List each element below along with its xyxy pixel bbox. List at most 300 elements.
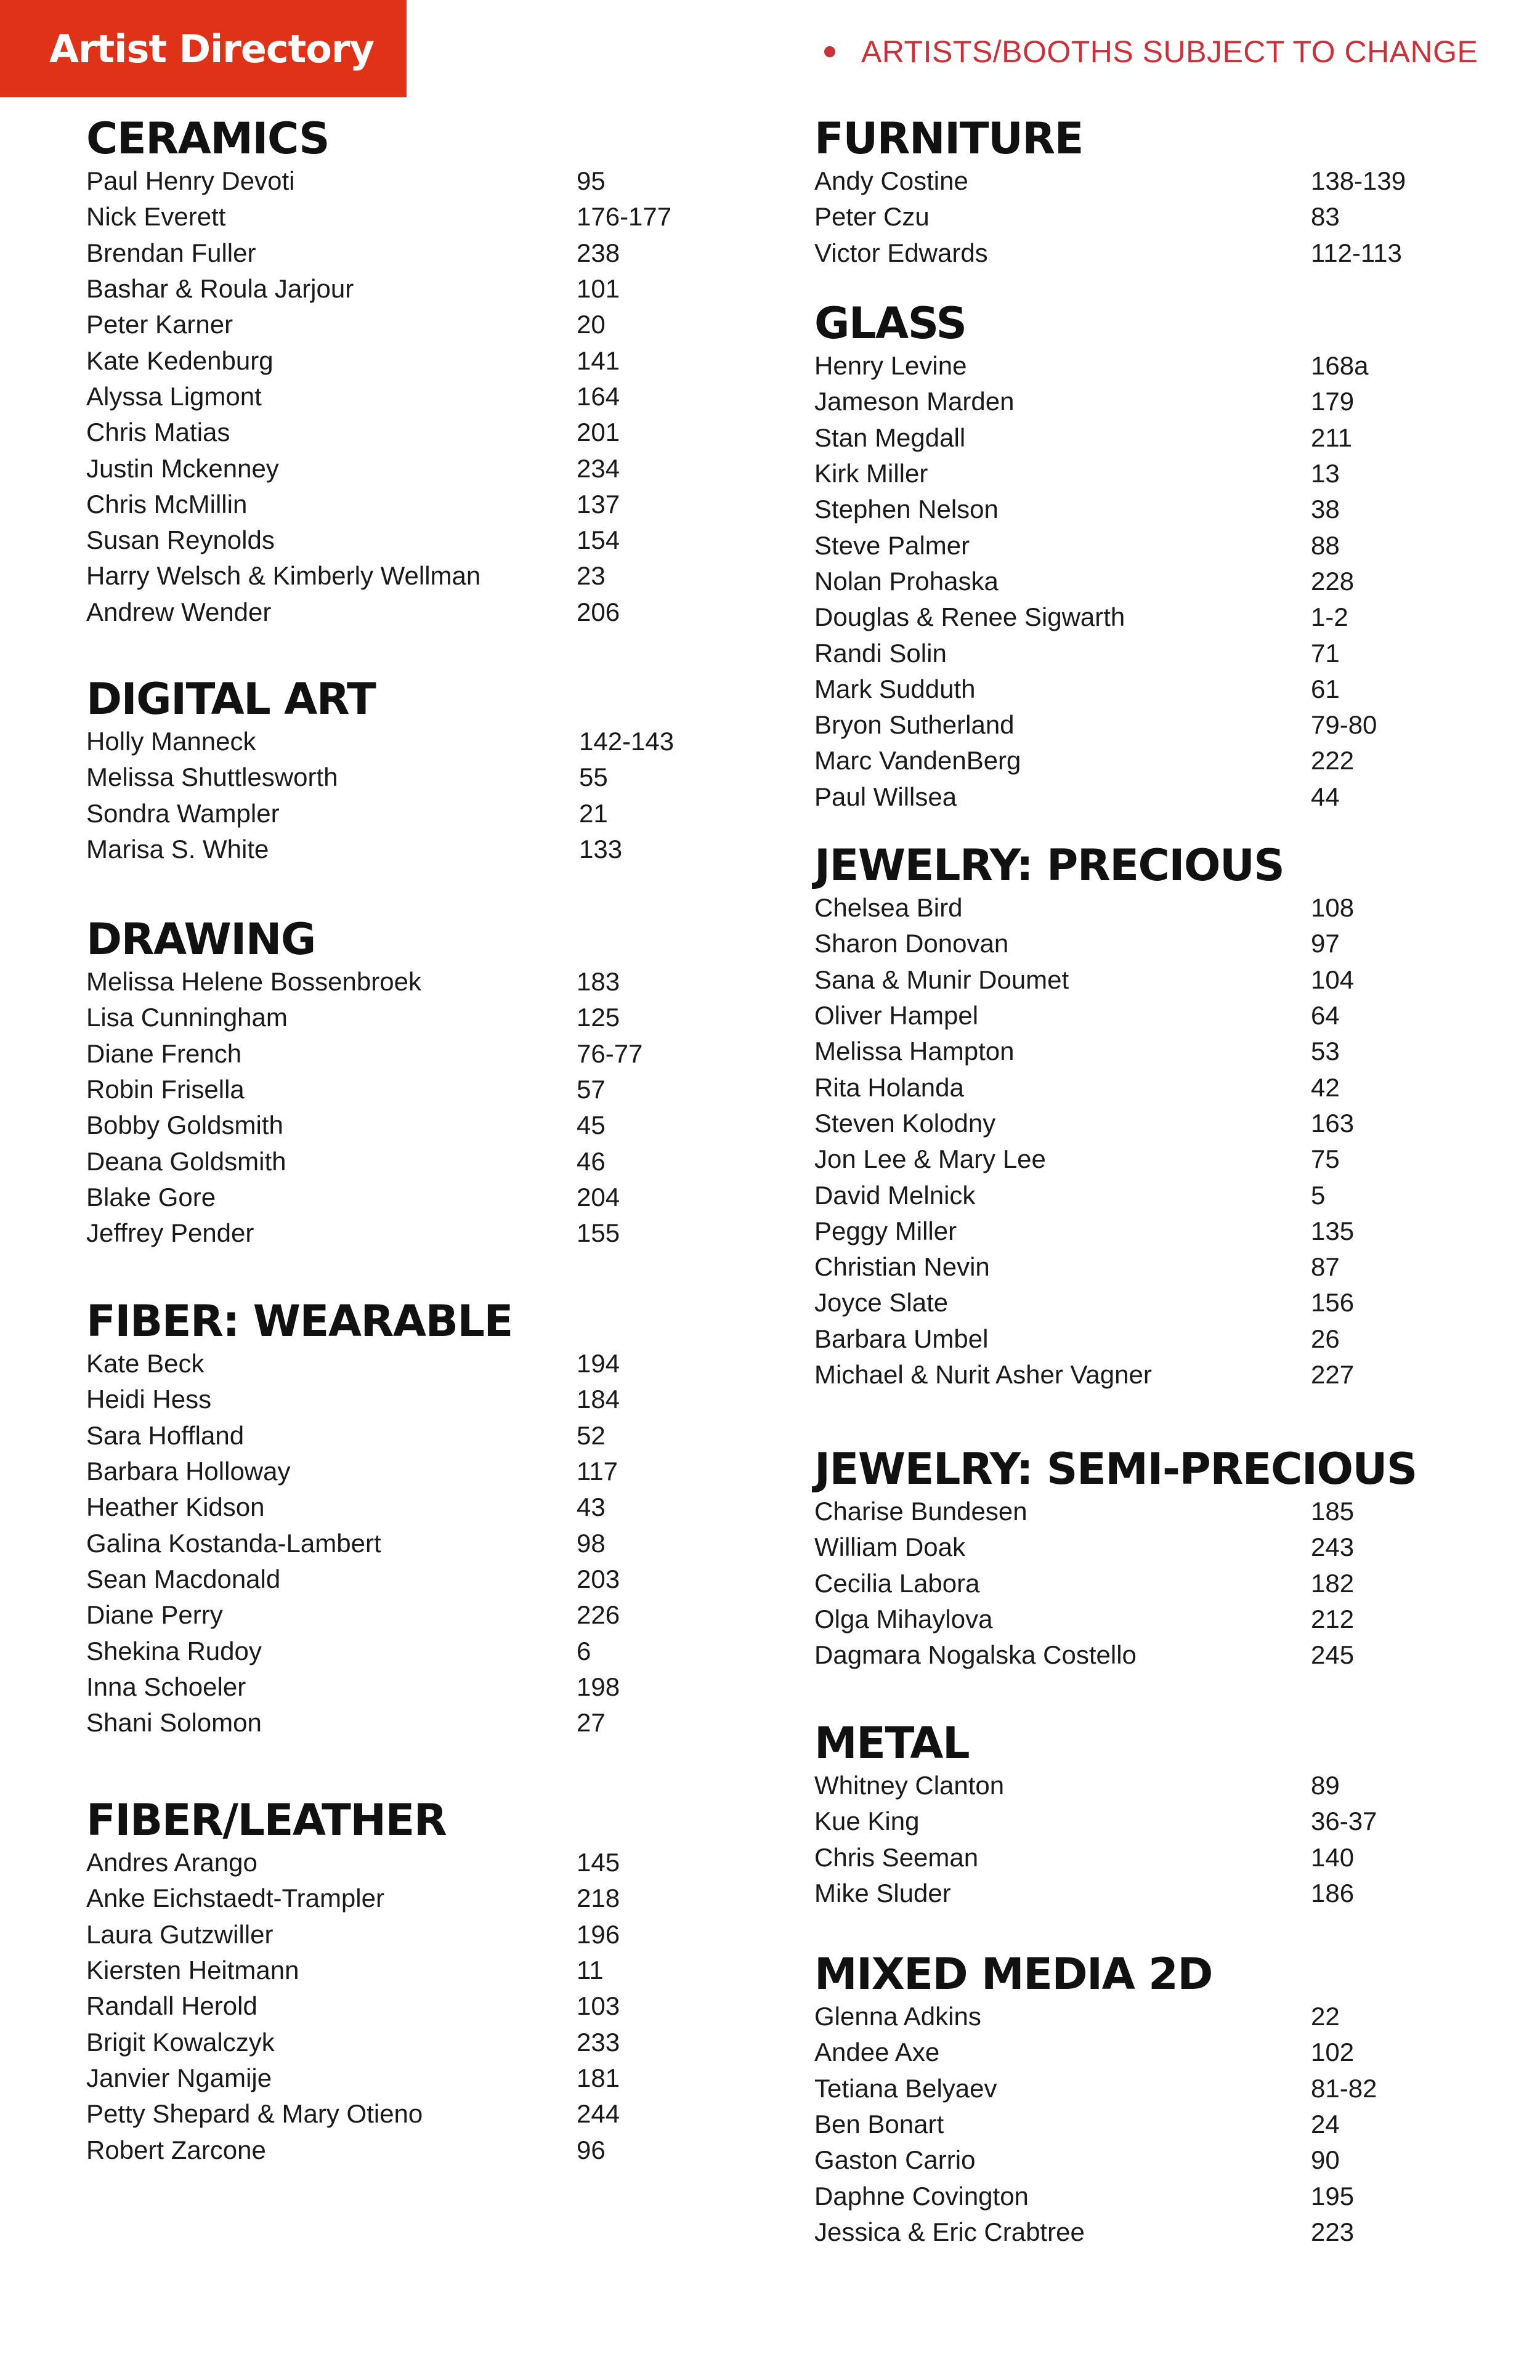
artist-name: Michael & Nurit Asher Vagner <box>814 1360 1152 1389</box>
booth-number: 13 <box>1311 459 1340 488</box>
artist-row <box>86 199 702 235</box>
notice-text: ARTISTS/BOOTHS SUBJECT TO CHANGE <box>861 34 1478 69</box>
booth-number: 24 <box>1311 2110 1340 2139</box>
artist-name: Steve Palmer <box>814 530 970 560</box>
artist-row <box>86 832 702 867</box>
page-title: Artist Directory <box>49 26 374 71</box>
artist-name: Kiersten Heitmann <box>86 1956 299 1985</box>
booth-number: 90 <box>1311 2145 1340 2175</box>
artist-name: Ben Bonart <box>814 2110 944 2139</box>
artist-list <box>86 1346 702 1741</box>
booth-number: 141 <box>577 346 620 375</box>
artist-row <box>86 271 702 307</box>
booth-number: 233 <box>577 2027 620 2057</box>
section-heading: FURNITURE <box>814 113 1083 164</box>
booth-number: 1-2 <box>1311 602 1348 632</box>
section-heading: DRAWING <box>86 914 315 965</box>
booth-number: 196 <box>577 1919 620 1949</box>
booth-number: 185 <box>1311 1497 1355 1526</box>
artist-name: Steven Kolodny <box>814 1108 996 1138</box>
booth-number: 76-77 <box>577 1038 643 1068</box>
section-heading: JEWELRY: SEMI-PRECIOUS <box>814 1444 1417 1494</box>
artist-name: Galina Kostanda-Lambert <box>86 1528 381 1558</box>
booth-number: 137 <box>577 489 620 519</box>
artist-name: Inna Schoeler <box>86 1672 246 1701</box>
section-drawing <box>86 915 702 1251</box>
booth-number: 97 <box>1311 929 1340 958</box>
artist-name: Melissa Helene Bossenbroek <box>86 967 421 997</box>
artist-name: Chris Seeman <box>814 1842 979 1872</box>
artist-name: Sharon Donovan <box>814 929 1009 958</box>
artist-row <box>86 2060 702 2096</box>
artist-list <box>86 964 702 1251</box>
artist-row <box>814 492 1430 527</box>
booth-number: 98 <box>577 1528 606 1558</box>
artist-row <box>814 1566 1430 1601</box>
booth-number: 52 <box>577 1420 606 1450</box>
booth-number: 179 <box>1311 387 1355 416</box>
artist-name: Olga Mihaylova <box>814 1605 993 1634</box>
artist-row <box>814 1637 1430 1673</box>
artist-name: Whitney Clanton <box>814 1771 1005 1800</box>
artist-name: Peter Karner <box>86 310 233 339</box>
change-notice <box>824 34 1478 70</box>
booth-number: 79-80 <box>1311 710 1377 740</box>
artist-row <box>814 1141 1430 1177</box>
booth-number: 227 <box>1311 1360 1355 1389</box>
booth-number: 195 <box>1311 2181 1355 2211</box>
artist-row <box>86 1382 702 1417</box>
section-fiber-leather <box>86 1795 702 2168</box>
artist-name: Jessica & Eric Crabtree <box>814 2217 1085 2246</box>
artist-row <box>86 487 702 522</box>
artist-row <box>814 599 1430 635</box>
artist-name: Kate Kedenburg <box>86 346 274 375</box>
artist-name: Oliver Hampel <box>814 1001 979 1030</box>
artist-name: Sean Macdonald <box>86 1564 281 1593</box>
artist-name: Sara Hoffland <box>86 1420 245 1450</box>
booth-number: 83 <box>1311 202 1340 232</box>
artist-row <box>86 1561 702 1597</box>
artist-name: Glenna Adkins <box>814 2002 981 2031</box>
bullet-icon <box>824 46 835 57</box>
booth-number: 163 <box>1311 1108 1355 1138</box>
artist-name: Tetiana Belyaev <box>814 2073 997 2103</box>
artist-row <box>86 522 702 558</box>
booth-number: 186 <box>1311 1879 1355 1908</box>
section-heading: CERAMICS <box>86 113 330 164</box>
artist-row <box>814 1999 1430 2034</box>
artist-name: Kate Beck <box>86 1349 205 1378</box>
booth-number: 176-177 <box>577 202 672 232</box>
artist-row <box>86 1953 702 1988</box>
artist-row <box>814 527 1430 563</box>
booth-number: 108 <box>1311 893 1355 923</box>
booth-number: 88 <box>1311 530 1340 560</box>
artist-name: Robert Zarcone <box>86 2135 266 2164</box>
artist-row <box>86 1525 702 1561</box>
booth-number: 75 <box>1311 1144 1340 1174</box>
artist-row <box>86 235 702 271</box>
artist-name: Diane Perry <box>86 1600 223 1630</box>
artist-name: Kue King <box>814 1807 920 1836</box>
artist-name: Andy Costine <box>814 166 968 196</box>
artist-name: Heidi Hess <box>86 1385 212 1414</box>
artist-row <box>814 707 1430 743</box>
artist-name: Anke Eichstaedt-Trampler <box>86 1884 384 1913</box>
booth-number: 64 <box>1311 1001 1340 1030</box>
artist-name: Bobby Goldsmith <box>86 1111 283 1140</box>
artist-list <box>86 1845 702 2168</box>
artist-name: Kirk Miller <box>814 459 928 488</box>
artist-name: Mark Sudduth <box>814 674 976 703</box>
artist-name: Andee Axe <box>814 2038 940 2067</box>
artist-row <box>86 1633 702 1669</box>
artist-name: Jon Lee & Mary Lee <box>814 1144 1046 1174</box>
booth-number: 223 <box>1311 2217 1355 2246</box>
artist-list <box>814 1494 1430 1673</box>
booth-number: 102 <box>1311 2038 1355 2067</box>
artist-row <box>814 1177 1430 1213</box>
artist-row <box>86 1107 702 1143</box>
section-furniture <box>814 114 1430 271</box>
artist-row <box>86 1880 702 1916</box>
artist-name: Chris McMillin <box>86 489 248 519</box>
artist-name: Lisa Cunningham <box>86 1003 288 1032</box>
artist-row <box>86 1143 702 1179</box>
artist-row <box>814 998 1430 1034</box>
artist-name: Sondra Wampler <box>86 798 280 828</box>
booth-number: 42 <box>1311 1072 1340 1102</box>
artist-name: Nolan Prohaska <box>814 566 999 596</box>
artist-name: Marisa S. White <box>86 835 269 864</box>
artist-row <box>814 1321 1430 1357</box>
artist-row <box>86 307 702 342</box>
artist-name: Laura Gutzwiller <box>86 1919 274 1949</box>
artist-row <box>814 384 1430 419</box>
section-heading: DIGITAL ART <box>86 674 376 724</box>
booth-number: 44 <box>1311 782 1340 811</box>
artist-name: Harry Welsch & Kimberly Wellman <box>86 561 481 591</box>
booth-number: 164 <box>577 381 620 411</box>
artist-row <box>814 671 1430 707</box>
artist-row <box>86 1705 702 1741</box>
artist-name: Brendan Fuller <box>86 238 256 267</box>
booth-number: 23 <box>577 561 606 591</box>
booth-number: 125 <box>577 1003 620 1032</box>
booth-number: 20 <box>577 310 606 339</box>
booth-number: 117 <box>577 1457 618 1486</box>
artist-row <box>814 779 1430 815</box>
artist-row <box>814 456 1430 492</box>
artist-name: Shekina Rudoy <box>86 1636 262 1666</box>
artist-row <box>814 635 1430 671</box>
artist-name: Henry Levine <box>814 351 967 381</box>
booth-number: 71 <box>1311 638 1340 668</box>
artist-name: Nick Everett <box>86 202 226 232</box>
artist-list <box>86 163 702 630</box>
artist-name: Paul Willsea <box>814 782 957 811</box>
artist-name: Jeffrey Pender <box>86 1218 254 1248</box>
artist-row <box>814 2178 1430 2214</box>
booth-number: 154 <box>577 525 620 555</box>
artist-row <box>86 2132 702 2168</box>
artist-row <box>814 199 1430 235</box>
booth-number: 61 <box>1311 674 1340 703</box>
artist-row <box>86 724 702 759</box>
artist-name: Marc VandenBerg <box>814 746 1021 775</box>
artist-list <box>814 890 1430 1393</box>
section-glass <box>814 299 1430 815</box>
artist-name: Justin Mckenney <box>86 453 279 483</box>
section-heading: FIBER/LEATHER <box>86 1795 447 1845</box>
artist-row <box>86 759 702 795</box>
artist-row <box>86 163 702 199</box>
artist-row <box>814 1106 1430 1141</box>
booth-number: 212 <box>1311 1605 1355 1634</box>
booth-number: 46 <box>577 1146 606 1176</box>
artist-row <box>86 594 702 630</box>
booth-number: 36-37 <box>1311 1807 1377 1836</box>
booth-number: 89 <box>1311 1771 1340 1800</box>
section-heading: METAL <box>814 1718 970 1768</box>
artist-row <box>86 1845 702 1880</box>
artist-name: Peggy Miller <box>814 1216 957 1245</box>
artist-row <box>86 1489 702 1525</box>
artist-name: Janvier Ngamije <box>86 2063 272 2092</box>
artist-row <box>86 796 702 832</box>
artist-name: Andres Arango <box>86 1848 257 1877</box>
booth-number: 138-139 <box>1311 166 1406 196</box>
artist-row <box>814 564 1430 599</box>
section-heading: MIXED MEDIA 2D <box>814 1949 1212 1999</box>
booth-number: 194 <box>577 1349 620 1378</box>
artist-name: Heather Kidson <box>86 1492 265 1522</box>
artist-row <box>86 1072 702 1107</box>
artist-row <box>86 1000 702 1035</box>
artist-row <box>86 1597 702 1633</box>
artist-row <box>86 1215 702 1251</box>
booth-number: 183 <box>577 967 620 997</box>
artist-name: Jameson Marden <box>814 387 1015 416</box>
booth-number: 55 <box>579 763 608 792</box>
booth-number: 181 <box>577 2063 620 2092</box>
artist-name: Chelsea Bird <box>814 893 963 923</box>
artist-row <box>814 1357 1430 1393</box>
artist-name: Melissa Shuttlesworth <box>86 763 338 792</box>
artist-name: Peter Czu <box>814 202 930 232</box>
artist-name: Shani Solomon <box>86 1708 262 1738</box>
booth-number: 184 <box>577 1385 620 1414</box>
artist-row <box>814 1034 1430 1069</box>
artist-row <box>86 1988 702 2024</box>
booth-number: 81-82 <box>1311 2073 1377 2103</box>
booth-number: 57 <box>577 1075 606 1104</box>
booth-number: 204 <box>577 1182 620 1212</box>
booth-number: 95 <box>577 166 606 196</box>
artist-name: Christian Nevin <box>814 1252 990 1282</box>
artist-name: Robin Frisella <box>86 1075 245 1104</box>
booth-number: 156 <box>1311 1288 1355 1318</box>
artist-row <box>86 964 702 1000</box>
artist-row <box>86 1917 702 1953</box>
booth-number: 27 <box>577 1708 606 1738</box>
booth-number: 38 <box>1311 495 1340 524</box>
artist-list <box>86 724 702 867</box>
artist-row <box>814 926 1430 961</box>
booth-number: 96 <box>577 2135 606 2164</box>
booth-number: 5 <box>1311 1180 1326 1210</box>
section-mixed-media-2d <box>814 1949 1430 2250</box>
artist-name: Diane French <box>86 1038 242 1068</box>
artist-name: Deana Goldsmith <box>86 1146 286 1176</box>
artist-row <box>814 1768 1430 1803</box>
artist-row <box>814 1876 1430 1911</box>
artist-name: Barbara Umbel <box>814 1324 989 1353</box>
artist-row <box>814 2034 1430 2070</box>
artist-row <box>86 2096 702 2132</box>
artist-name: Blake Gore <box>86 1182 216 1212</box>
booth-number: 21 <box>579 798 608 828</box>
booth-number: 145 <box>577 1848 620 1877</box>
artist-name: Holly Manneck <box>86 727 256 756</box>
section-ceramics <box>86 114 702 630</box>
booth-number: 22 <box>1311 2002 1340 2031</box>
booth-number: 168a <box>1311 351 1369 381</box>
artist-row <box>86 558 702 594</box>
artist-row <box>814 1601 1430 1637</box>
booth-number: 140 <box>1311 1842 1355 1872</box>
artist-row <box>814 348 1430 384</box>
artist-row <box>814 2142 1430 2178</box>
artist-row <box>86 1418 702 1454</box>
artist-name: Brigit Kowalczyk <box>86 2027 275 2057</box>
artist-list <box>814 1999 1430 2250</box>
artist-row <box>86 1454 702 1489</box>
artist-list <box>814 1768 1430 1911</box>
artist-name: Andrew Wender <box>86 597 272 626</box>
artist-name: Mike Sluder <box>814 1879 951 1908</box>
artist-name: Barbara Holloway <box>86 1457 291 1486</box>
artist-row <box>86 2024 702 2060</box>
artist-row <box>86 1036 702 1072</box>
artist-name: Chris Matias <box>86 418 230 447</box>
artist-name: Cecilia Labora <box>814 1568 980 1598</box>
section-digital-art <box>86 674 702 867</box>
artist-row <box>814 2214 1430 2250</box>
artist-name: Paul Henry Devoti <box>86 166 295 196</box>
booth-number: 245 <box>1311 1640 1355 1670</box>
artist-row <box>814 1249 1430 1285</box>
artist-name: Petty Shepard & Mary Otieno <box>86 2099 423 2129</box>
artist-row <box>814 420 1430 456</box>
booth-number: 222 <box>1311 746 1355 775</box>
booth-number: 243 <box>1311 1532 1355 1562</box>
artist-name: Douglas & Renee Sigwarth <box>814 602 1125 632</box>
section-heading: FIBER: WEARABLE <box>86 1296 513 1346</box>
artist-row <box>86 342 702 378</box>
artist-name: Gaston Carrio <box>814 2145 976 2175</box>
booth-number: 26 <box>1311 1324 1340 1353</box>
booth-number: 133 <box>579 835 623 864</box>
section-jewelry-semi-precious <box>814 1444 1430 1673</box>
section-metal <box>814 1718 1430 1911</box>
artist-row <box>814 235 1430 271</box>
booth-number: 53 <box>1311 1037 1340 1066</box>
artist-row <box>814 962 1430 998</box>
artist-name: Alyssa Ligmont <box>86 381 262 411</box>
artist-row <box>86 450 702 486</box>
artist-row <box>86 415 702 450</box>
artist-row <box>86 379 702 415</box>
section-heading: GLASS <box>814 298 967 349</box>
artist-list <box>814 348 1430 815</box>
artist-name: Stan Megdall <box>814 423 966 452</box>
artist-name: Daphne Covington <box>814 2181 1029 2211</box>
artist-row <box>814 1285 1430 1321</box>
artist-name: Rita Holanda <box>814 1072 964 1102</box>
title-banner <box>0 0 407 97</box>
artist-name: Randall Herold <box>86 1991 257 2021</box>
booth-number: 6 <box>577 1636 591 1666</box>
booth-number: 211 <box>1311 423 1352 452</box>
section-fiber-wearable <box>86 1297 702 1741</box>
booth-number: 206 <box>577 597 620 626</box>
booth-number: 238 <box>577 238 620 267</box>
artist-name: Charise Bundesen <box>814 1497 1027 1526</box>
booth-number: 226 <box>577 1600 620 1630</box>
artist-name: Joyce Slate <box>814 1288 949 1318</box>
artist-row <box>814 1494 1430 1529</box>
booth-number: 218 <box>577 1884 620 1913</box>
artist-name: Bryon Sutherland <box>814 710 1015 740</box>
artist-row <box>86 1669 702 1705</box>
artist-row <box>814 1529 1430 1565</box>
artist-name: Dagmara Nogalska Costello <box>814 1640 1137 1670</box>
artist-row <box>814 1069 1430 1105</box>
booth-number: 45 <box>577 1111 606 1140</box>
artist-row <box>814 1213 1430 1249</box>
artist-name: Melissa Hampton <box>814 1037 1015 1066</box>
section-jewelry-precious <box>814 841 1430 1393</box>
artist-row <box>814 2071 1430 2107</box>
booth-number: 198 <box>577 1672 620 1701</box>
artist-row <box>814 890 1430 926</box>
booth-number: 201 <box>577 418 620 447</box>
artist-row <box>814 2107 1430 2142</box>
artist-row <box>814 1840 1430 1876</box>
booth-number: 203 <box>577 1564 620 1593</box>
artist-name: David Melnick <box>814 1180 976 1210</box>
artist-row <box>814 1803 1430 1839</box>
booth-number: 135 <box>1311 1216 1355 1245</box>
artist-row <box>86 1180 702 1215</box>
booth-number: 244 <box>577 2099 620 2129</box>
booth-number: 103 <box>577 1991 620 2021</box>
artist-name: Susan Reynolds <box>86 525 275 555</box>
booth-number: 43 <box>577 1492 606 1522</box>
artist-name: William Doak <box>814 1532 966 1562</box>
booth-number: 112-113 <box>1311 238 1402 267</box>
section-heading: JEWELRY: PRECIOUS <box>814 840 1284 891</box>
artist-list <box>814 163 1430 271</box>
artist-name: Stephen Nelson <box>814 495 999 524</box>
booth-number: 155 <box>577 1218 620 1248</box>
artist-name: Sana & Munir Doumet <box>814 965 1069 994</box>
booth-number: 228 <box>1311 566 1355 596</box>
artist-row <box>814 163 1430 199</box>
artist-row <box>814 743 1430 779</box>
